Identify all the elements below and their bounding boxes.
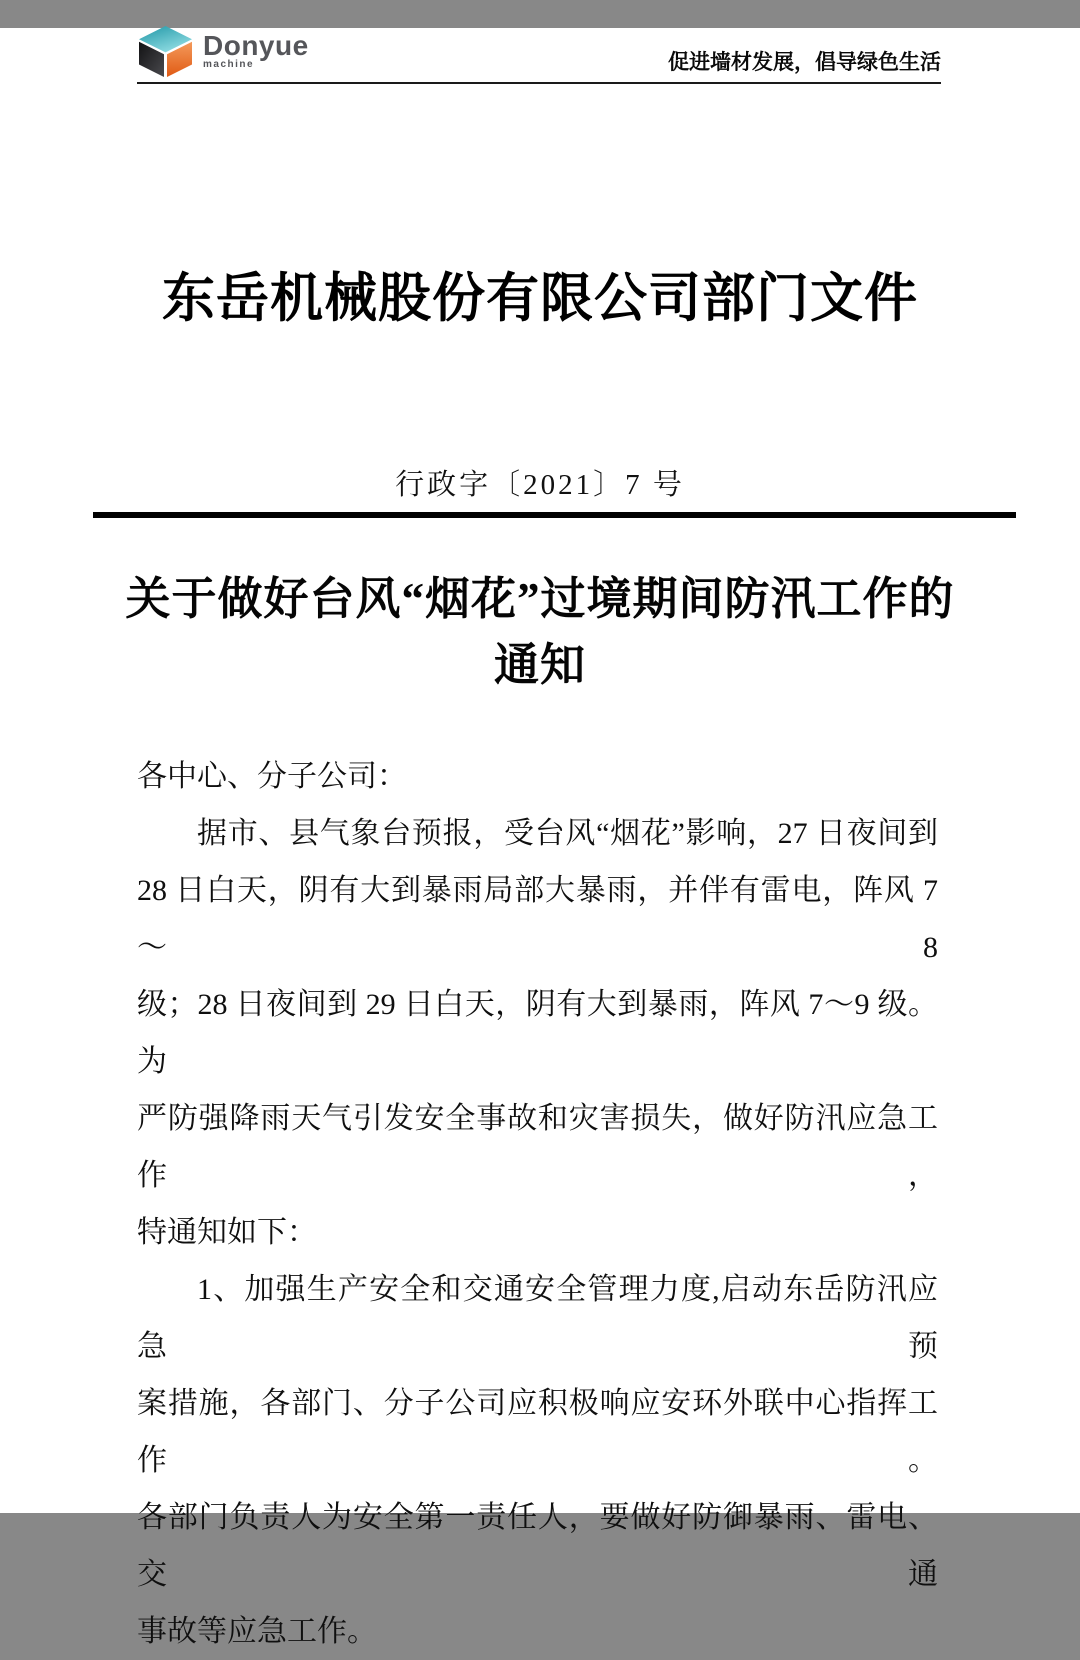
logo-brand-text: Donyue bbox=[203, 30, 309, 61]
document-number: 行政字〔2021〕7 号 bbox=[395, 469, 685, 501]
body-line: 各部门负责人为安全第一责任人，要做好防御暴雨、雷电、交通 bbox=[137, 1501, 938, 1591]
document-title-line2: 通知 bbox=[493, 640, 586, 690]
body-line: 级；28 日夜间到 29 日白天，阴有大到暴雨，阵风 7～9 级。为 bbox=[137, 988, 938, 1078]
body-line: 28 日白天，阴有大到暴雨局部大暴雨，并伴有雷电，阵风 7～8 bbox=[137, 874, 938, 964]
logo-sub-text: machine bbox=[203, 59, 255, 70]
company-logo bbox=[137, 25, 309, 78]
document-title bbox=[0, 566, 1080, 698]
logo-cube-icon bbox=[137, 25, 194, 78]
body-line: 特通知如下： bbox=[137, 1216, 317, 1249]
body-line: 案措施，各部门、分子公司应积极响应安环外联中心指挥工作。 bbox=[137, 1387, 938, 1477]
document-body bbox=[137, 748, 938, 1660]
page-header bbox=[137, 28, 941, 84]
body-line: 事故等应急工作。 bbox=[137, 1615, 377, 1648]
body-line: 严防强降雨天气引发安全事故和灾害损失，做好防汛应急工作， bbox=[137, 1102, 938, 1192]
document-page bbox=[0, 28, 1080, 1648]
document-title-line1: 关于做好台风“烟花”过境期间防汛工作的 bbox=[125, 574, 955, 624]
body-line: 1、加强生产安全和交通安全管理力度,启动东岳防汛应急预 bbox=[137, 1273, 938, 1363]
header-slogan: 促进墙材发展，倡导绿色生活 bbox=[668, 51, 941, 74]
separator-rule bbox=[93, 512, 1016, 518]
salutation-line: 各中心、分子公司： bbox=[137, 760, 407, 793]
logo-wordmark bbox=[203, 25, 309, 70]
organization-title: 东岳机械股份有限公司部门文件 bbox=[162, 270, 918, 328]
body-line: 据市、县气象台预报，受台风“烟花”影响，27 日夜间到 bbox=[197, 817, 938, 850]
